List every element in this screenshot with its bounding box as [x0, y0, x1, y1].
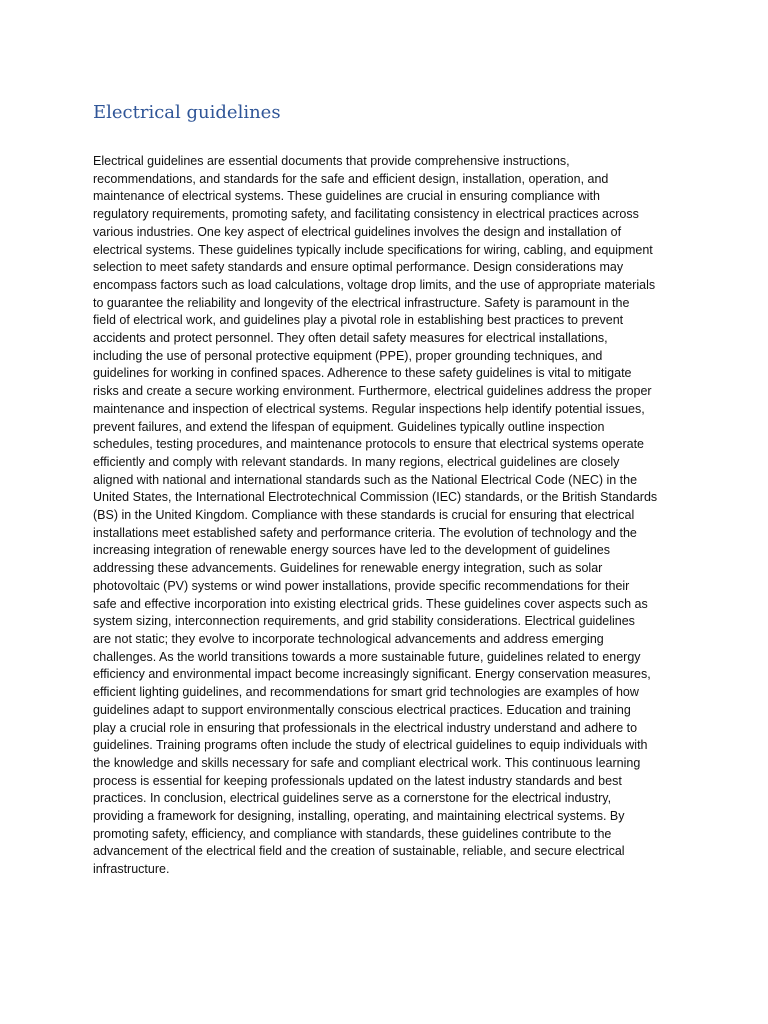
body-text-line: advancement of the electrical field and the creation of sustainable, reliable, and secure electrical	[93, 844, 625, 859]
body-text-line: photovoltaic (PV) systems or wind power installations, provide specific recommendations for their	[93, 578, 630, 593]
body-text-line: encompass factors such as load calculations, voltage drop limits, and the use of appropriate materials	[93, 277, 656, 292]
body-text-line: safe and effective incorporation into existing electrical grids. These guidelines cover aspects such as	[93, 596, 648, 611]
body-text-line: regulatory requirements, promoting safety, and facilitating consistency in electrical practices across	[93, 207, 639, 222]
body-text-line: process is essential for keeping professionals updated on the latest industry standards and best	[93, 773, 622, 788]
body-text-line: electrical systems. These guidelines typically include specifications for wiring, cabling, and equipment	[93, 242, 653, 257]
body-text-line: (BS) in the United Kingdom. Compliance with these standards is crucial for ensuring that electrical	[93, 508, 635, 523]
body-text-line: guidelines adapt to support environmentally conscious electrical practices. Education and training	[93, 702, 631, 717]
body-text-line: maintenance and inspection of electrical systems. Regular inspections help identify potential issues,	[93, 401, 645, 416]
body-text-line: prevent failures, and extend the lifespan of equipment. Guidelines typically outline inspection	[93, 419, 605, 434]
body-text-line: the knowledge and skills necessary for safe and compliant electrical work. This continuous learning	[93, 755, 641, 770]
body-text-line: guidelines for working in confined spaces. Adherence to these safety guidelines is vital to mitigate	[93, 366, 632, 381]
body-text-line: including the use of personal protective equipment (PPE), proper grounding techniques, and	[93, 348, 603, 363]
body-text-line: guidelines. Training programs often include the study of electrical guidelines to equip individuals with	[93, 738, 648, 753]
body-text-line: infrastructure.	[93, 862, 170, 877]
body-text-line: selection to meet safety standards and ensure optimal performance. Design considerations may	[93, 260, 624, 275]
body-text-line: field of electrical work, and guidelines play a pivotal role in establishing best practices to prevent	[93, 313, 624, 328]
document-body-paragraph	[93, 153, 679, 879]
document-title: Electrical guidelines	[93, 102, 281, 123]
body-text-line: various industries. One key aspect of electrical guidelines involves the design and installation of	[93, 224, 622, 239]
body-text-line: are not static; they evolve to incorporate technological advancements and address emerging	[93, 631, 604, 646]
body-text-line: risks and create a secure working environment. Furthermore, electrical guidelines address the proper	[93, 384, 652, 399]
body-text-line: efficient lighting guidelines, and recommendations for smart grid technologies are examples of how	[93, 685, 639, 700]
body-text-line: schedules, testing procedures, and maintenance protocols to ensure that electrical systems operate	[93, 437, 645, 452]
body-text-line: promoting safety, efficiency, and compliance with standards, these guidelines contribute to the	[93, 826, 612, 841]
body-text-line: aligned with national and international standards such as the National Electrical Code (NEC) in the	[93, 472, 638, 487]
body-text-line: increasing integration of renewable energy sources have led to the development of guidelines	[93, 543, 610, 558]
body-text-line: play a crucial role in ensuring that professionals in the electrical industry understand and adhere to	[93, 720, 638, 735]
body-text-line: United States, the International Electrotechnical Commission (IEC) standards, or the British Standards	[93, 490, 658, 505]
body-text-line: practices. In conclusion, electrical guidelines serve as a cornerstone for the electrical industry,	[93, 791, 612, 806]
body-text-line: efficiently and comply with relevant standards. In many regions, electrical guidelines are closely	[93, 454, 620, 469]
body-text-line: addressing these advancements. Guidelines for renewable energy integration, such as solar	[93, 561, 603, 576]
body-text-line: recommendations, and standards for the safe and efficient design, installation, operation, and	[93, 171, 609, 186]
body-text-line: maintenance of electrical systems. These guidelines are crucial in ensuring compliance with	[93, 189, 600, 204]
body-text-line: system sizing, interconnection requirements, and grid stability considerations. Electrical guidelines	[93, 614, 635, 629]
body-text-line: Electrical guidelines are essential documents that provide comprehensive instructions,	[93, 154, 570, 168]
body-text-line: efficiency and environmental impact become increasingly significant. Energy conservation measures,	[93, 667, 651, 682]
body-text-line: accidents and protect personnel. They often detail safety measures for electrical installations,	[93, 331, 608, 346]
body-text-line: installations meet established safety and performance criteria. The evolution of technology and the	[93, 525, 637, 540]
body-text-line: challenges. As the world transitions towards a more sustainable future, guidelines related to energy	[93, 649, 641, 664]
body-text-line: to guarantee the reliability and longevity of the electrical infrastructure. Safety is paramount in the	[93, 295, 630, 310]
body-text-line: providing a framework for designing, installing, operating, and maintaining electrical systems. By	[93, 809, 625, 824]
